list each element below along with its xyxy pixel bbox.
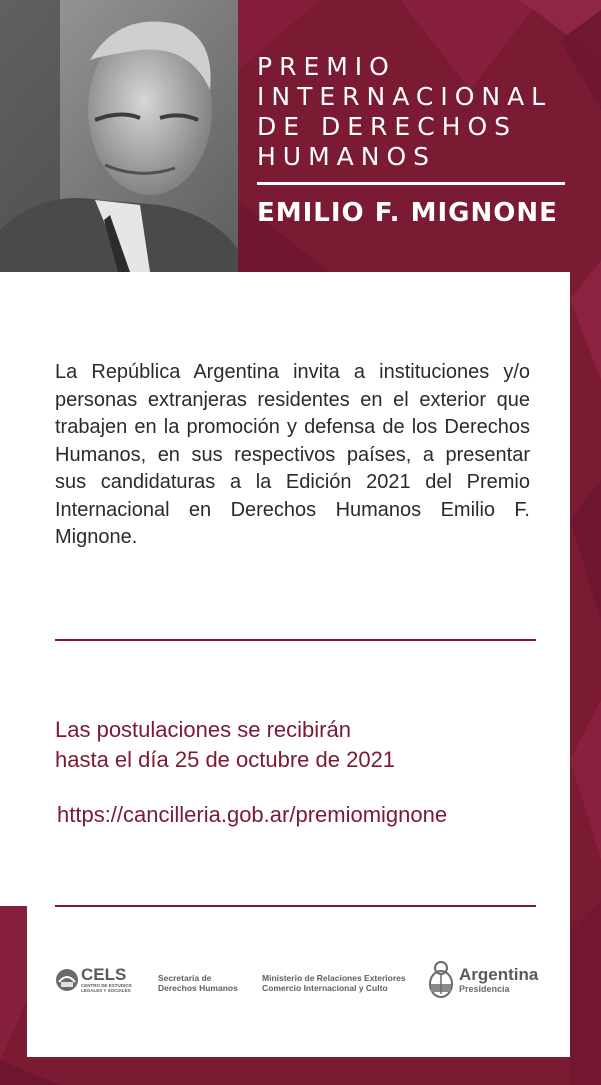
sponsor-logos <box>55 958 540 1008</box>
cels-logo <box>55 967 132 993</box>
cels-name: CELS <box>81 965 127 984</box>
ministerio-logo <box>262 973 406 993</box>
award-title-line: HUMANOS <box>257 142 437 171</box>
argentina-presidencia-logo <box>427 960 538 1000</box>
deadline-line: Las postulaciones se recibirán <box>55 717 351 742</box>
deadline-text <box>55 715 395 775</box>
ministerio-line: Ministerio de Relaciones Exteriores <box>262 973 406 983</box>
header-divider <box>257 182 565 185</box>
award-title-line: INTERNACIONAL <box>257 82 553 111</box>
award-title <box>257 52 577 172</box>
footer-divider <box>55 905 536 907</box>
secretaria-line: Derechos Humanos <box>158 983 238 993</box>
award-title-line: PREMIO <box>257 52 396 81</box>
cels-logo-icon <box>55 968 79 992</box>
invitation-text: La República Argentina invita a instituciones y/o personas extranjeras residentes en el exterior que trabajen en la promoción y defensa de los Derechos Humanos, en sus respectivos países, a presentar sus candidaturas a la Edición 2021 del Premio Internacional en Derechos Humanos Emilio F. Mignone. <box>55 361 530 548</box>
argentina-sub: Presidencia <box>459 984 510 994</box>
cels-subtitle: CENTRO DE ESTUDIOS <box>81 983 132 988</box>
ministerio-line: Comercio Internacional y Culto <box>262 983 388 993</box>
honoree-name: EMILIO F. MIGNONE <box>257 198 558 228</box>
national-coat-of-arms-icon <box>427 960 455 1000</box>
portrait-photo-icon <box>0 0 238 272</box>
argentina-name: Argentina <box>459 965 539 984</box>
award-title-line: DE DERECHOS <box>257 112 518 141</box>
cels-subtitle: LEGALES Y SOCIALES <box>81 988 131 993</box>
portrait-photo <box>0 0 238 272</box>
deadline-line: hasta el día 25 de octubre de 2021 <box>55 747 396 772</box>
section-divider <box>55 639 536 641</box>
secretaria-line: Secretaría de <box>158 973 212 983</box>
submission-link[interactable]: https://cancilleria.gob.ar/premiomignone <box>57 802 448 827</box>
secretaria-logo <box>158 973 238 993</box>
